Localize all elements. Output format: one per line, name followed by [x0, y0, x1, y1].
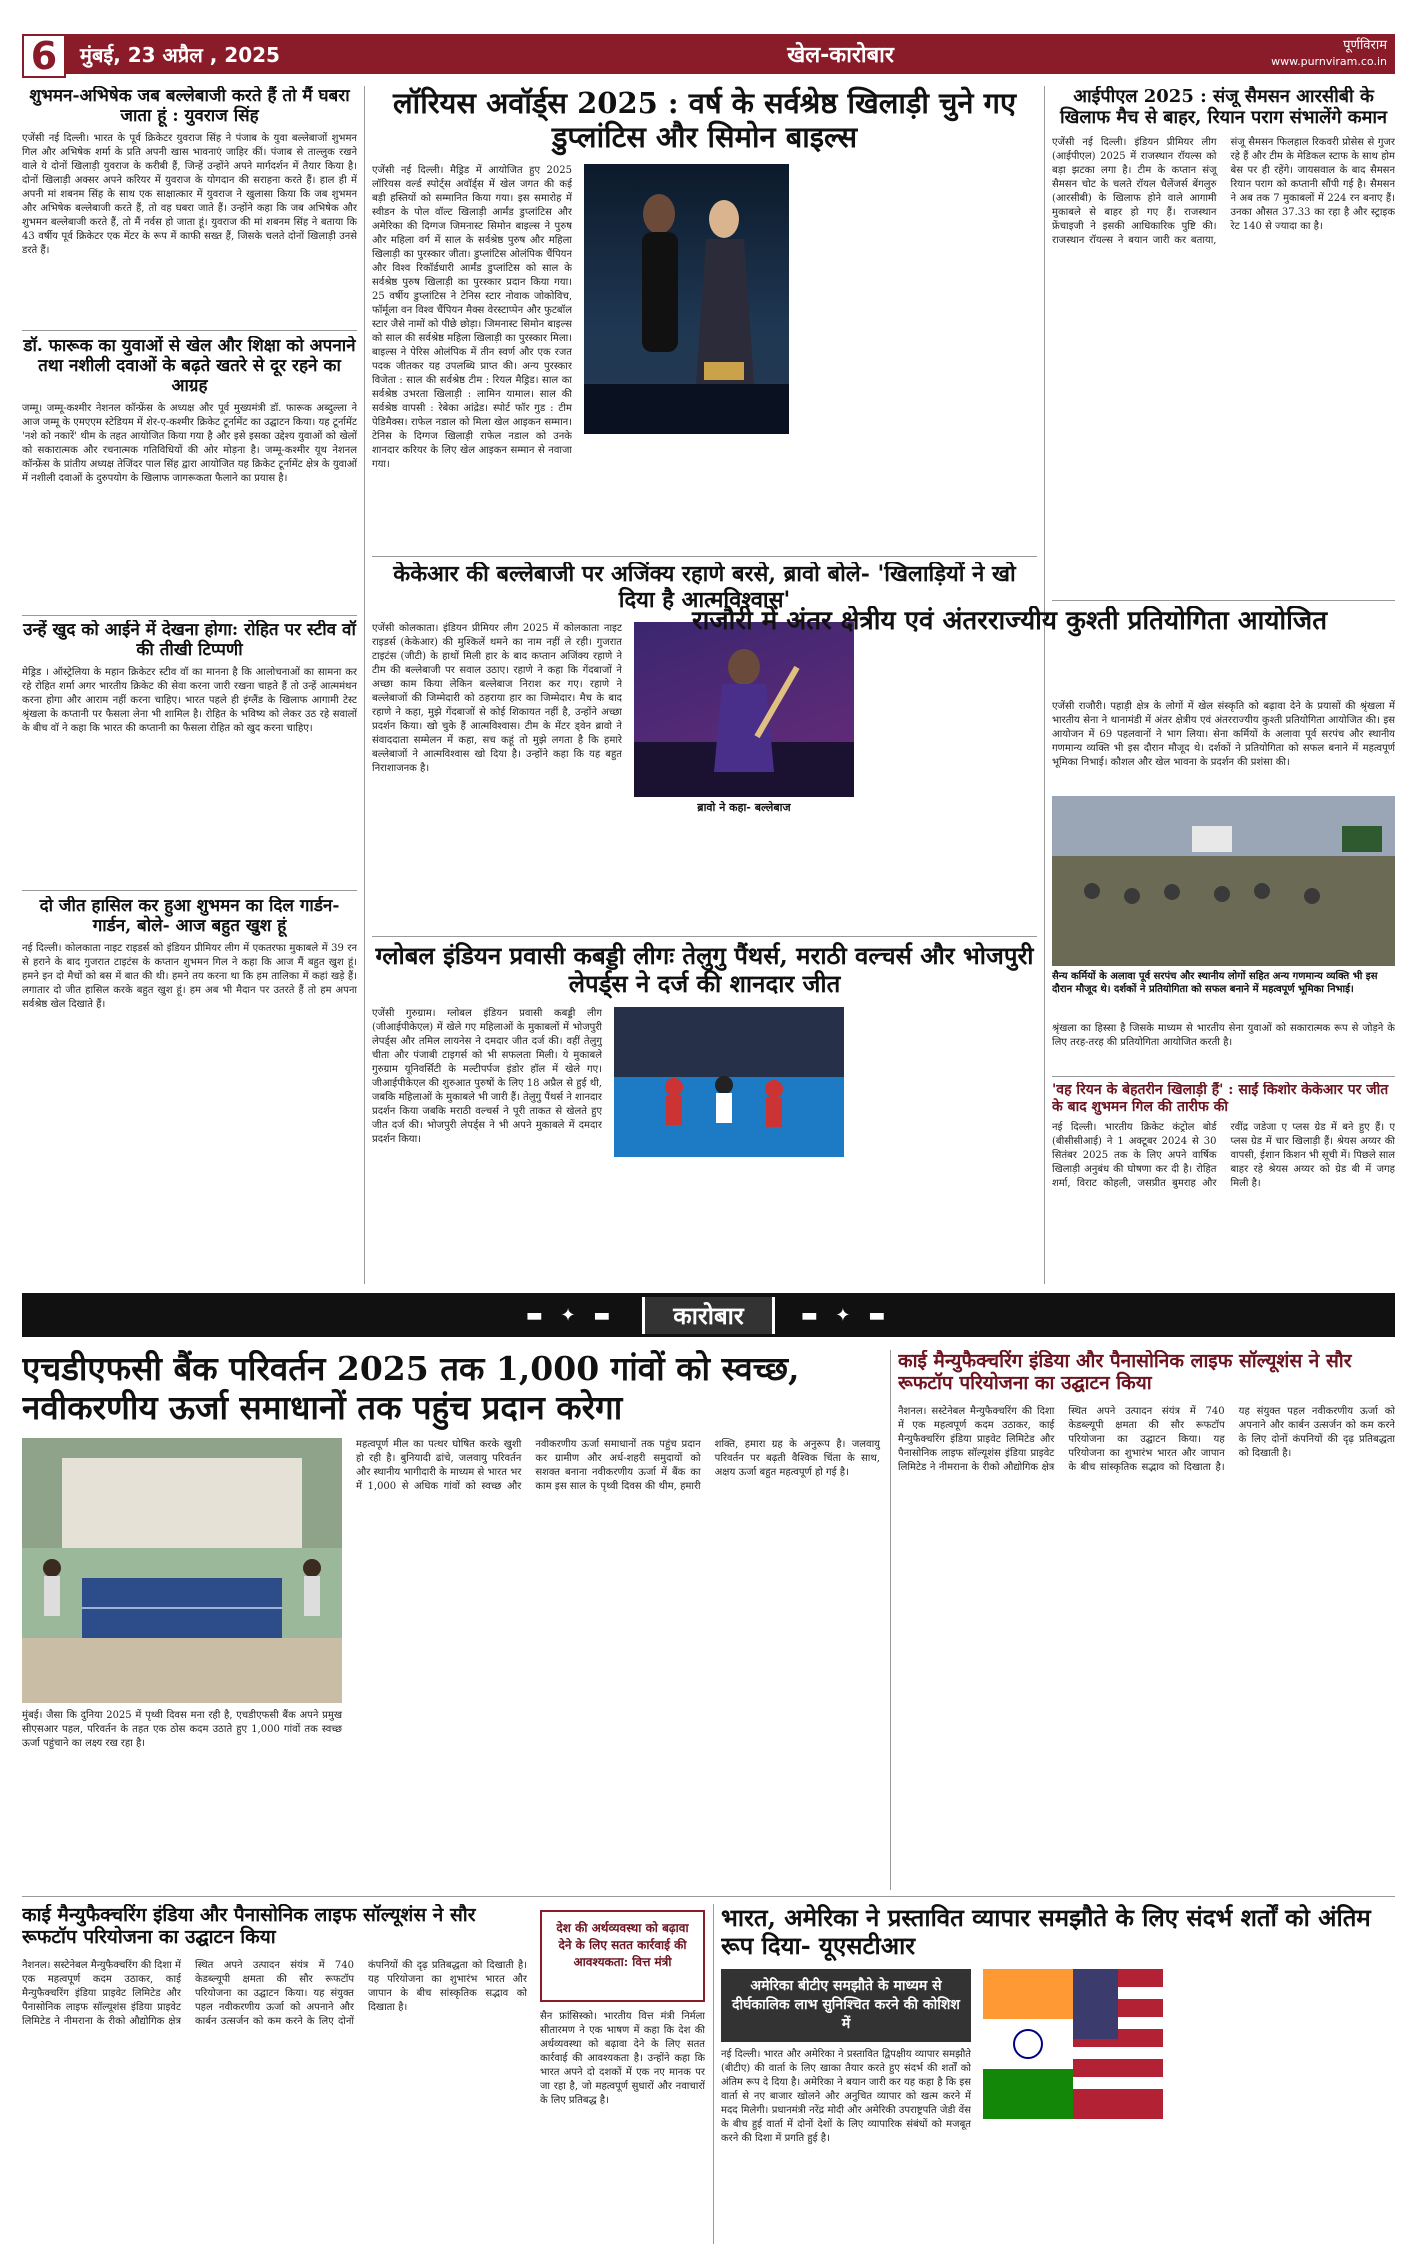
article-shubman [22, 896, 357, 1286]
body-usa-cont [1175, 1969, 1395, 2208]
article-fm [540, 2010, 705, 2244]
band-label: कारोबार [642, 1297, 774, 1334]
brand-name: पूर्णविराम [1343, 38, 1387, 53]
divider [372, 556, 1037, 557]
body-panasonic-top: नैशनल। सस्टेनेबल मैन्युफैक्चरिंग की दिशा में एक महत्वपूर्ण कदम उठाकर, काई मैन्युफैक्चरिंग इंडिया प्राइवेट लिमिटेड और पैनासोनिक लाइफ सॉल्यूशंस इंडिया प्राइवेट लिमिटेड ने नीमराना के रीको औद्योगिक क्षेत्र स्थित अपने उत्पादन संयंत्र में 740 केडब्ल्यूपी क्षमता की सौर रूफटॉप परियोजना का उद्घाटन किया। यह परियोजना का शुभारंभ भारत और जापान के बीच सांस्कृतिक सद्भाव को दिखाता है। यह संयुक्त पहल नवीकरणीय ऊर्जा को अपनाने और कार्बन उत्सर्जन को कम करने के लिए दोनों कंपनियों की दृढ़ प्रतिबद्धता को दिखाती है। [898, 1405, 1395, 1473]
article-yuvraj [22, 86, 357, 326]
rajouri-content [1052, 700, 1395, 1020]
headline-bcci: 'वह रियन के बेहतरीन खिलाड़ी हैं' : साईं किशोर केकेआर पर जीत के बाद शुभमन गिल की तारीफ की [1052, 1082, 1389, 1115]
rajouri-photo-art [1052, 796, 1395, 966]
issue-date: मुंबई, 23 अप्रैल , 2025 [80, 42, 280, 67]
headline-laureus: लॉरियस अवॉर्ड्स 2025 : वर्ष के सर्वश्रेष्ठ खिलाड़ी चुने गए डुप्लांटिस और सिमोन बाइल्स [393, 86, 1016, 155]
body-waugh: मेड्रिड । ऑस्ट्रेलिया के महान क्रिकेटर स्टीव वॉ का मानना है कि आलोचनाओं का सामना कर रहे रोहित शर्मा अगर भारतीय क्रिकेट की सेवा करना जारी रखना चाहते हैं तो उन्हें आत्ममंथन करना होगा और आराम नहीं करना चाहिए। भारत पहले ही इंग्लैंड के खिलाफ आगामी टेस्ट श्रृंखला के कप्तानी पर फैसला लेना भी शामिल है। रोहित के भविष्य को लेकर उठ रहे सवालों के बीच वॉ ने कहा कि भारत की कप्तानी का फैसला रोहित को खुद करना चाहिए। [22, 667, 357, 735]
body-panasonic-bottom: नैशनल। सस्टेनेबल मैन्युफैक्चरिंग की दिशा में एक महत्वपूर्ण कदम उठाकर, काई मैन्युफैक्चरिंग इंडिया प्राइवेट लिमिटेड और पैनासोनिक लाइफ सॉल्यूशंस इंडिया प्राइवेट लिमिटेड ने नीमराना के रीको औद्योगिक क्षेत्र स्थित अपने उत्पादन संयंत्र में 740 केडब्ल्यूपी क्षमता की सौर रूफटॉप परियोजना का उद्घाटन किया। यह संयुक्त पहल नवीकरणीय ऊर्जा को अपनाने और कार्बन उत्सर्जन को कम करने के लिए दोनों कंपनियों की दृढ़ प्रतिबद्धता को दिखाती है। यह परियोजना का शुभारंभ भारत और जापान के बीच सांस्कृतिक सद्भाव को दिखाता है। [22, 1959, 527, 2027]
headline-rajouri: राजौरी में अंतर क्षेत्रीय एवं अंतरराज्यीय कुश्ती प्रतियोगिता आयोजित [691, 606, 1328, 636]
band-ornament: ▬ ✦ ▬ [800, 1304, 892, 1326]
hdfc-photo-art [22, 1438, 342, 1703]
divider [22, 330, 357, 331]
headline-kkr: केकेआर की बल्लेबाजी पर अजिंक्य रहाणे बरसे, ब्रावो बोले- 'खिलाड़ियों ने खो दिया है आत्मविश्वास' [393, 562, 1016, 613]
divider [22, 1896, 1395, 1897]
rajouri-photo [1052, 796, 1395, 966]
flags-photo-art [983, 1969, 1163, 2119]
usa-subhead: अमेरिका बीटीए समझौते के माध्यम से दीर्घकालिक लाभ सुनिश्चित करने की कोशिश में [721, 1969, 971, 2042]
body-bcci: नई दिल्ली। भारतीय क्रिकेट कंट्रोल बोर्ड (बीसीसीआई) ने 1 अक्टूबर 2024 से 30 सितंबर 2025 तक के लिए अपने वार्षिक खिलाड़ी अनुबंध की घोषणा कर दी है। रोहित शर्मा, विराट कोहली, जसप्रीत बुमराह और रवींद्र जडेजा ए प्लस ग्रेड में बने हुए हैं। ए प्लस ग्रेड में चार खिलाड़ी हैं। श्रेयस अय्यर की वापसी, ईशान किशन भी सूची में। पिछले साल बाहर रहे श्रेयस अय्यर को ग्रेड बी में जगह मिली है। [1052, 1122, 1395, 1190]
article-waugh [22, 620, 357, 885]
divider [713, 1904, 714, 2244]
divider [1052, 1076, 1395, 1077]
headline-ipl: आईपीएल 2025 : संजू सैमसन आरसीबी के खिलाफ मैच से बाहर, रियान पराग संभालेंगे कमान [1059, 86, 1388, 129]
divider [364, 86, 365, 1284]
body-rajouri-2: श्रृंखला का हिस्सा है जिसके माध्यम से भारतीय सेना युवाओं को सकारात्मक रूप से जोड़ने के लिए तरह-तरह की प्रतियोगिता आयोजित करती है। [1052, 1023, 1395, 1048]
body-kabaddi: एजेंसी गुरुग्राम। ग्लोबल इंडियन प्रवासी कबड्डी लीग (जीआईपीकेएल) में खेले गए महिलाओं के मुकाबलों में भोजपुरी लेपर्ड्स और तमिल लायनेस ने दमदार जीत दर्ज की। वहीं तेलुगु चीता और पंजाबी टाइगर्स को भी सफलता मिली। ये मुकाबले गुरुग्राम यूनिवर्सिटी के मल्टीपर्पज इंडोर हॉल में खेले गए। जीआईपीकेएल की शुरुआत पुरुषों के लिए 18 अप्रैल से हुई थी, जबकि महिलाओं के मुकाबले भी जारी हैं। तेलुगु पैंथर्स ने शानदार प्रदर्शन किया जबकि मराठी वल्चर्स ने पूरी ताकत से खेलते हुए जीत दर्ज की। भोजपुरी लेपर्ड्स ने भी अपने मुकाबले में दमदार प्रदर्शन किया। [372, 1007, 602, 1145]
brand-url[interactable]: www.purnviram.co.in [1271, 55, 1387, 68]
divider [890, 1350, 891, 1890]
divider [22, 615, 357, 616]
article-usa [721, 1904, 1395, 2244]
laureus-photo [584, 164, 789, 434]
headline-hdfc: एचडीएफसी बैंक परिवर्तन 2025 तक 1,000 गांवों को स्वच्छ, नवीकरणीय ऊर्जा समाधानों तक पहुंच प्रदान करेगा [22, 1350, 800, 1427]
headline-waugh: उन्हें खुद को आईने में देखना होगा: रोहित पर स्टीव वॉ की तीखी टिप्पणी [23, 620, 356, 661]
fm-quote: देश की अर्थव्यवस्था को बढ़ावा देने के लिए सतत कार्रवाई की आवश्यकता: वित्त मंत्री [540, 1910, 705, 2002]
divider [22, 890, 357, 891]
flags-photo [983, 1969, 1163, 2119]
article-hdfc [22, 1350, 882, 1890]
masthead [22, 34, 1395, 78]
body-rajouri: एजेंसी राजौरी। पहाड़ी क्षेत्र के लोगों में खेल संस्कृति को बढ़ावा देने के प्रयासों की श्रृंखला में भारतीय सेना ने थानामंडी में अंतर क्षेत्रीय एवं अंतरराज्यीय कुश्ती प्रतियोगिता आयोजित की। इस आयोजन में 69 पहलवानों ने भाग लिया। सेना कर्मियों के अलावा पूर्व सरपंच और स्थानीय गणमान्य व्यक्ति भी इस दौरान मौजूद थे। दर्शकों ने प्रतियोगिता को सफल बनाने में महत्वपूर्ण भूमिका निभाई। कौशल और खेल भावना के प्रदर्शन की प्रशंसा की। [1052, 701, 1395, 768]
kkr-photo-caption: ब्रावो ने कहा- बल्लेबाज [697, 800, 791, 814]
article-panasonic-top [898, 1350, 1395, 1890]
rajouri-content-2 [1052, 1022, 1395, 1072]
headline-usa: भारत, अमेरिका ने प्रस्तावित व्यापार समझौते के लिए संदर्भ शर्तों को अंतिम रूप दिया- यूएसटीआर [721, 1904, 1371, 1961]
body-shubman: नई दिल्ली। कोलकाता नाइट राइडर्स को इंडियन प्रीमियर लीग में एकतरफा मुकाबले में 39 रन से हराने के बाद गुजरात टाइटंस के कप्तान शुभमन गिल ने कहा कि आज मैं बहुत खुश हूं। हमने इन दो मैचों को बस में बात की थी। हमने तय करना था कि हम तालिका में कहां खड़े हैं। लगातार दो जीत हासिल करके बहुत खुश हूं। हम अब भी मैदान पर उतरते हैं तो हम अपना सर्वश्रेष्ठ खेल दिखाते हैं। [22, 943, 357, 1011]
section-band [22, 1293, 1395, 1337]
headline-farooq: डॉ. फारूक का युवाओं से खेल और शिक्षा को अपनाने तथा नशीली दवाओं के बढ़ते खतरे से दूर रहने का आग्रह [23, 336, 356, 397]
brand [1271, 38, 1395, 70]
headline-panasonic-bottom: काई मैन्युफैक्चरिंग इंडिया और पैनासोनिक लाइफ सॉल्यूशंस ने सौर रूफटॉप परियोजना का उद्घाटन किया [22, 1904, 476, 1949]
headline-shubman: दो जीत हासिल कर हुआ शुभमन का दिल गार्डन-गार्डन, बोले- आज बहुत खुश हूं [39, 896, 340, 937]
body-ipl: एजेंसी नई दिल्ली। इंडियन प्रीमियर लीग (आईपीएल) 2025 में राजस्थान रॉयल्स को बड़ा झटका लगा है। टीम के कप्तान संजू सैमसन चोट के चलते रॉयल चैलेंजर्स बेंगलुरु (आरसीबी) के खिलाफ होने वाले आगामी मुकाबले से बाहर हो गए हैं। राजस्थान फ्रेंचाइजी ने इसकी आधिकारिक पुष्टि की। राजस्थान रॉयल्स ने बयान जारी कर बताया, संजू सैमसन फिलहाल रिकवरी प्रोसेस से गुजर रहे हैं और टीम के मेडिकल स्टाफ के साथ होम बेस पर ही रहेंगे। जायसवाल के बाद सैमसन रियान पराग को कप्तानी सौंपी गई है। सैमसन ने अब तक 7 मुकाबलों में 224 रन बनाए हैं। उनका औसत 37.33 का रहा है और स्ट्राइक रेट 140 से ज्यादा का है। [1052, 137, 1395, 247]
article-laureus [372, 86, 1037, 554]
body-kkr: एजेंसी कोलकाता। इंडियन प्रीमियर लीग 2025 में कोलकाता नाइट राइडर्स (केकेआर) की मुश्किलें थमने का नाम नहीं ले रही। गुजरात टाइटंस (जीटी) के हाथों मिली हार के बाद कप्तान अजिंक्य रहाणे ने टीम की बल्लेबाजी पर सवाल उठाए। रहाणे ने कहा कि गेंदबाजों ने अच्छा काम किया लेकिन बल्लेबाज निराश कर गए। रहाणे ने बल्लेबाजों की जिम्मेदारी को ठहराया हार का जिम्मेदार। मैच के बाद रहाणे ने कहा, मुझे गेंदबाजों से कोई शिकायत नहीं है, उन्होंने अच्छा प्रदर्शन किया। खो चुके हैं आत्मविश्वास। टीम के मेंटर ड्वेन ब्रावो ने संवाददाता सम्मेलन में कहा, सच कहूं तो मुझे लगता है कि हमारे बल्लेबाजों ने आत्मविश्वास खो दिया है। उन्होंने कहा कि यह बहुत निराशाजनक है। [372, 622, 622, 774]
body-laureus: एजेंसी नई दिल्ली। मैड्रिड में आयोजित हुए 2025 लॉरियस वर्ल्ड स्पोर्ट्स अवॉर्ड्स में खेल जगत की कई बड़ी हस्तियों को सम्मानित किया गया। इस समारोह में स्वीडन के पोल वॉल्ट खिलाड़ी आर्मंड डुप्लांटिस और अमेरिका की दिग्गज जिमनास्ट सिमोन बाइल्स ने पुरुष और महिला वर्ग में साल के सर्वश्रेष्ठ पुरुष और महिला खिलाड़ी का पुरस्कार जीता। डुप्लांटिस ओलंपिक चैंपियन और विश्व रिकॉर्डधारी आर्मंड डुप्लांटिस को साल के सर्वश्रेष्ठ पुरुष खिलाड़ी का पुरस्कार प्रदान किया गया। 25 वर्षीय डुप्लांटिस ने टेनिस स्टार नोवाक जोकोविच, फॉर्मूला वन विश्व चैंपियन मैक्स वेरस्टाप्पेन और फुटबॉल स्टार जैसे नामों को पीछे छोड़ा। जिमनास्ट सिमोन बाइल्स को साल की सर्वश्रेष्ठ महिला खिलाड़ी का पुरस्कार मिला। बाइल्स ने पेरिस ओलंपिक में तीन स्वर्ण और एक रजत पदक जीतकर यह उपलब्धि प्राप्त की। अन्य पुरस्कार विजेता : साल की सर्वश्रेष्ठ टीम : रियल मैड्रिड। साल का सर्वश्रेष्ठ उभरता खिलाड़ी : लामिन यामाल। साल की सर्वश्रेष्ठ वापसी : रेबेका आंद्रेड। स्पोर्ट फॉर गुड : टीम पेडिमैक्स। राफेल नडाल को मिला खेल आइकन सम्मान। टेनिस के दिग्गज खिलाड़ी राफेल नडाल को उनके शानदार करियर के लिए खेल आइकन सम्मान से नवाजा गया। [372, 165, 572, 471]
body-yuvraj: एजेंसी नई दिल्ली। भारत के पूर्व क्रिकेटर युवराज सिंह ने पंजाब के युवा बल्लेबाजों शुभमन गिल और अभिषेक शर्मा के प्रति अपनी खास भावनाएं जाहिर कीं। पंजाब से ताल्लुक रखने वाले ये दोनों खिलाड़ी युवराज के करीबी हैं, जिन्हें उन्होंने अपने मार्गदर्शन में तैयार किया है। दोनों खिलाड़ी अक्सर अपने करियर में युवराज के योगदान की सराहना करते हैं। हाल ही में अपनी मां शबनम सिंह के साथ एक साक्षात्कार में युवराज ने खुलासा किया कि जब शुभमन और अभिषेक बल्लेबाजी करते हैं, तो वह घबरा जाते हैं। उन्होंने कहा कि जब अभिषेक और शुभमन बल्लेबाजी करते हैं, तो मैं नर्वस हो जाता हूं। युवराज की मां शबनम सिंह ने बताया कि 43 वर्षीय पूर्व क्रिकेटर एक मेंटर के रूप में काफी सख्त हैं, जिसके चलते दोनों खिलाड़ी उनसे डरते हैं। [22, 133, 357, 257]
hdfc-photo [22, 1438, 342, 1703]
divider [1052, 600, 1395, 601]
headline-yuvraj: शुभमन-अभिषेक जब बल्लेबाजी करते हैं तो मैं घबरा जाता हूं : युवराज सिंह [29, 86, 350, 127]
body-laureus-cont [801, 164, 1037, 524]
hdfc-photo-caption: मुंबई। जैसा कि दुनिया 2025 में पृथ्वी दिवस मना रही है, एचडीएफसी बैंक अपने प्रमुख सीएसआर पहल, परिवर्तन के तहत एक ठोस कदम उठाते हुए 1,000 गांवों तक स्वच्छ ऊर्जा पहुंचाने का लक्ष्य रख रहा है। [22, 1709, 342, 1749]
rajouri-photo-caption: सैन्य कर्मियों के अलावा पूर्व सरपंच और स्थानीय लोगों सहित अन्य गणमान्य व्यक्ति भी इस दौरान मौजूद थे। दर्शकों ने प्रतियोगिता को सफल बनाने में महत्वपूर्ण भूमिका निभाई। [1052, 971, 1378, 995]
section-title: खेल-कारोबार [787, 43, 894, 68]
article-farooq [22, 336, 357, 611]
article-bcci [1052, 1082, 1395, 1287]
body-farooq: जम्मू। जम्मू-कश्मीर नेशनल कॉन्फ्रेंस के अध्यक्ष और पूर्व मुख्यमंत्री डॉ. फारूक अब्दुल्ला ने आज जम्मू के एमएएम स्टेडियम में शेर-ए-कश्मीर क्रिकेट टूर्नामेंट का उद्घाटन किया। यह टूर्नामेंट 'नशे को नकारें' थीम के तहत आयोजित किया गया है और इसे इसका उद्देश्य युवाओं को खेलों को सकारात्मक और रचनात्मक गतिविधियों की ओर मोड़ना है। जम्मू-कश्मीर यूथ नेशनल कॉन्फ्रेंस के प्रांतीय अध्यक्ष तेजिंदर पाल सिंह द्वारा आयोजित यह क्रिकेट टूर्नामेंट क्षेत्र के युवाओं में नशीली दवाओं के दुरुपयोग के खिलाफ जागरूकता फैलाने का प्रयास है। [22, 403, 357, 485]
article-panasonic-bottom [22, 1904, 527, 2244]
band-ornament: ▬ ✦ ▬ [525, 1304, 617, 1326]
headline-panasonic-top: काई मैन्युफैक्चरिंग इंडिया और पैनासोनिक लाइफ सॉल्यूशंस ने सौर रूफटॉप परियोजना का उद्घाटन किया [898, 1350, 1352, 1395]
body-hdfc: महत्वपूर्ण मील का पत्थर घोषित करके खुशी हो रही है। बुनियादी ढांचे, जलवायु परिवर्तन और स्थानीय भागीदारी के माध्यम से भारत भर में 1,000 से अधिक गांवों को स्वच्छ और नवीकरणीय ऊर्जा समाधानों तक पहुंच प्रदान कर ग्रामीण और अर्ध-शहरी समुदायों को सशक्त बनाना नवीकरणीय ऊर्जा में बैंक का काम इस साल के पृथ्वी दिवस की थीम, हमारी शक्ति, हमारा ग्रह के अनुरूप है। जलवायु परिवर्तन पर बढ़ती वैश्विक चिंता के साथ, अक्षय ऊर्जा बहुत महत्वपूर्ण हो गई है। [356, 1438, 880, 1492]
page-number: 6 [22, 34, 66, 78]
laureus-photo-art [584, 164, 789, 434]
body-fm: सैन फ्रांसिस्को। भारतीय वित्त मंत्री निर्मला सीतारमण ने एक भाषण में कहा कि देश की अर्थव्यवस्था को बढ़ावा देने के लिए सतत कार्रवाई की आवश्यकता है। उन्होंने कहा कि भारत अपने दो दशकों में एक नए मानक पर जा रहा है, जो महत्वपूर्ण सुधारों और नवाचारों के लिए प्रतिबद्ध है। [540, 2011, 705, 2106]
article-ipl [1052, 86, 1395, 471]
body-usa: नई दिल्ली। भारत और अमेरिका ने प्रस्तावित द्विपक्षीय व्यापार समझौते (बीटीए) की वार्ता के लिए खाका तैयार करते हुए संदर्भ की शर्तों को अंतिम रूप दे दिया है। अमेरिका ने बयान जारी कर यह कहा है कि इस वार्ता से नए बाजार खोलने और अनुचित व्यापार को खत्म करने में मदद मिलेगी। प्रधानमंत्री नरेंद्र मोदी और अमेरिकी उपराष्ट्रपति जेडी वेंस के बीच हुई वार्ता में दोनों देशों के लिए व्यापारिक संबंधों को मजबूत करने की दिशा में प्रगति हुई है। [721, 2048, 971, 2144]
headline-kabaddi: ग्लोबल इंडियन प्रवासी कबड्डी लीगः तेलुगु पैंथर्स, मराठी वल्चर्स और भोजपुरी लेपर्ड्स ने दर्ज की शानदार जीत [375, 942, 1034, 999]
